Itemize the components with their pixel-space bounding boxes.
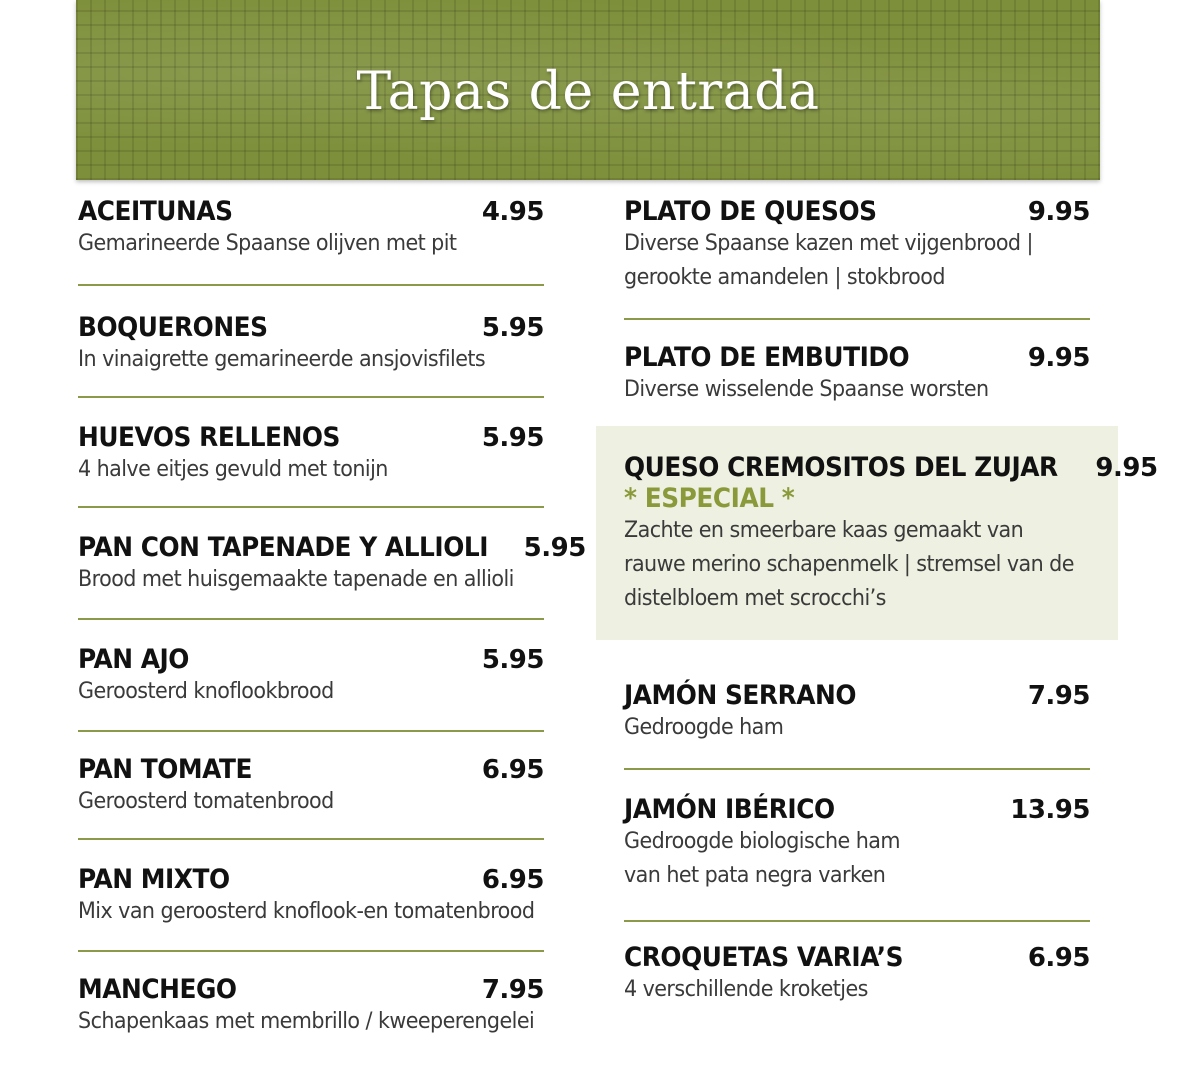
item-description: 4 halve eitjes gevuld met tonijn — [78, 457, 388, 482]
item-price: 4.95 — [481, 197, 544, 227]
item-description: Gedroogde biologische ham — [624, 829, 900, 854]
item-price: 7.95 — [481, 975, 544, 1005]
item-description: Diverse Spaanse kazen met vijgenbrood | — [624, 231, 1033, 256]
item-description: Schapenkaas met membrillo / kweeperengelei — [78, 1009, 535, 1034]
menu-item — [78, 508, 586, 618]
item-name: BOQUERONES — [78, 312, 268, 343]
item-description: Geroosterd knoflookbrood — [78, 679, 334, 704]
menu-item — [624, 770, 1090, 920]
menu-item — [78, 286, 544, 396]
item-name: PLATO DE QUESOS — [624, 196, 877, 227]
item-price: 13.95 — [1010, 795, 1090, 825]
item-description: Diverse wisselende Spaanse worsten — [624, 377, 989, 402]
item-price: 7.95 — [1027, 681, 1090, 711]
menu-item — [624, 320, 1090, 448]
item-name: QUESO CREMOSITOS DEL ZUJAR — [624, 452, 1058, 483]
item-name: PAN CON TAPENADE Y ALLIOLI — [78, 532, 489, 563]
menu-column-left — [78, 196, 586, 1052]
item-price: 9.95 — [1027, 343, 1090, 373]
page-title: Tapas de entrada — [356, 62, 820, 122]
menu-item — [78, 952, 544, 1052]
menu-item — [78, 398, 544, 506]
header-banner — [76, 0, 1100, 180]
item-name: PAN MIXTO — [78, 864, 230, 895]
menu-item — [624, 922, 1090, 1012]
item-price: 5.95 — [481, 313, 544, 343]
item-price: 9.95 — [1027, 197, 1090, 227]
item-name: PAN AJO — [78, 644, 189, 675]
item-name: HUEVOS RELLENOS — [78, 422, 340, 453]
menu-item-special — [624, 448, 1158, 680]
menu-column-right — [624, 196, 1158, 1012]
menu-item — [78, 196, 544, 284]
item-price: 5.95 — [481, 645, 544, 675]
item-description: Gedroogde ham — [624, 715, 784, 740]
item-description: van het pata negra varken — [624, 863, 886, 888]
special-tag: * ESPECIAL * — [624, 483, 795, 514]
item-description: Gemarineerde Spaanse olijven met pit — [78, 231, 457, 256]
item-name: JAMÓN IBÉRICO — [624, 794, 835, 825]
item-description: 4 verschillende kroketjes — [624, 977, 868, 1002]
item-name: PLATO DE EMBUTIDO — [624, 342, 910, 373]
item-name: JAMÓN SERRANO — [624, 680, 857, 711]
menu-item — [78, 620, 544, 730]
item-name: ACEITUNAS — [78, 196, 233, 227]
item-price: 9.95 — [1095, 453, 1158, 483]
item-description: gerookte amandelen | stokbrood — [624, 265, 945, 290]
item-description: distelbloem met scrocchi’s — [624, 586, 886, 611]
item-description: rauwe merino schapenmelk | stremsel van de — [624, 552, 1074, 577]
item-price: 6.95 — [481, 755, 544, 785]
item-price: 5.95 — [523, 533, 586, 563]
item-name: CROQUETAS VARIA’S — [624, 942, 904, 973]
item-description: Mix van geroosterd knoflook-en tomatenbrood — [78, 899, 535, 924]
menu-item — [78, 732, 544, 838]
item-description: In vinaigrette gemarineerde ansjovisfilets — [78, 347, 486, 372]
item-name: PAN TOMATE — [78, 754, 252, 785]
menu-item — [624, 680, 1090, 768]
menu-item — [624, 196, 1090, 318]
item-name: MANCHEGO — [78, 974, 237, 1005]
item-description: Geroosterd tomatenbrood — [78, 789, 334, 814]
item-description: Brood met huisgemaakte tapenade en allioli — [78, 567, 514, 592]
item-price: 5.95 — [481, 423, 544, 453]
menu-item — [78, 840, 544, 950]
item-price: 6.95 — [1027, 943, 1090, 973]
item-description: Zachte en smeerbare kaas gemaakt van — [624, 518, 1024, 543]
item-price: 6.95 — [481, 865, 544, 895]
